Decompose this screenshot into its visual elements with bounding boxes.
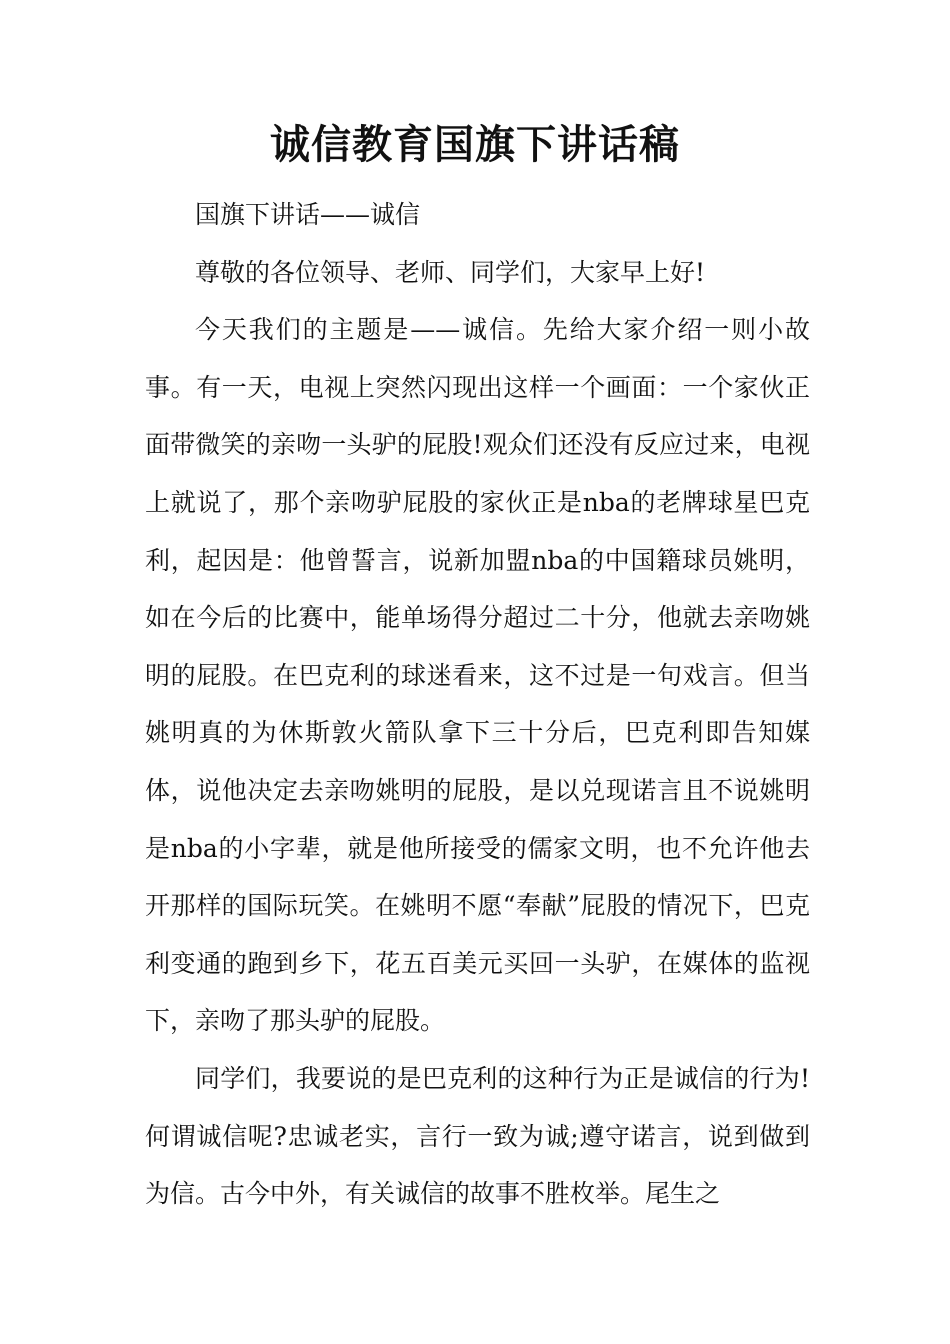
paragraph-heading: 国旗下讲话——诚信: [195, 200, 421, 229]
document-title: 诚信教育国旗下讲话稿: [270, 122, 680, 168]
document-body: [145, 186, 810, 1223]
paragraph-story: 今天我们的主题是——诚信。先给大家介绍一则小故事。有一天，电视上突然闪现出这样一个画面：一个家伙正面带微笑的亲吻一头驴的屁股!观众们还没有反应过来，电视上就说了，那个亲吻驴屁股的家伙正是nba的老牌球星巴克利，起因是：他曾誓言，说新加盟nba的中国籍球员姚明，如在今后的比赛中，能单场得分超过二十分，他就去亲吻姚明的屁股。在巴克利的球迷看来，这不过是一句戏言。但当姚明真的为休斯敦火箭队拿下三十分后，巴克利即告知媒体，说他决定去亲吻姚明的屁股，是以兑现诺言且不说姚明是nba的小字辈，就是他所接受的儒家文明，也不允许他去开那样的国际玩笑。在姚明不愿“奉献”屁股的情况下，巴克利变通的跑到乡下，花五百美元买回一头驴，在媒体的监视下，亲吻了那头驴的屁股。: [145, 315, 810, 1036]
paragraph-greeting: 尊敬的各位领导、老师、同学们，大家早上好!: [195, 257, 706, 287]
paragraph-integrity: 同学们，我要说的是巴克利的这种行为正是诚信的行为!何谓诚信呢?忠诚老实，言行一致为诚;遵守诺言，说到做到为信。古今中外，有关诚信的故事不胜枚举。尾生之: [145, 1063, 810, 1209]
